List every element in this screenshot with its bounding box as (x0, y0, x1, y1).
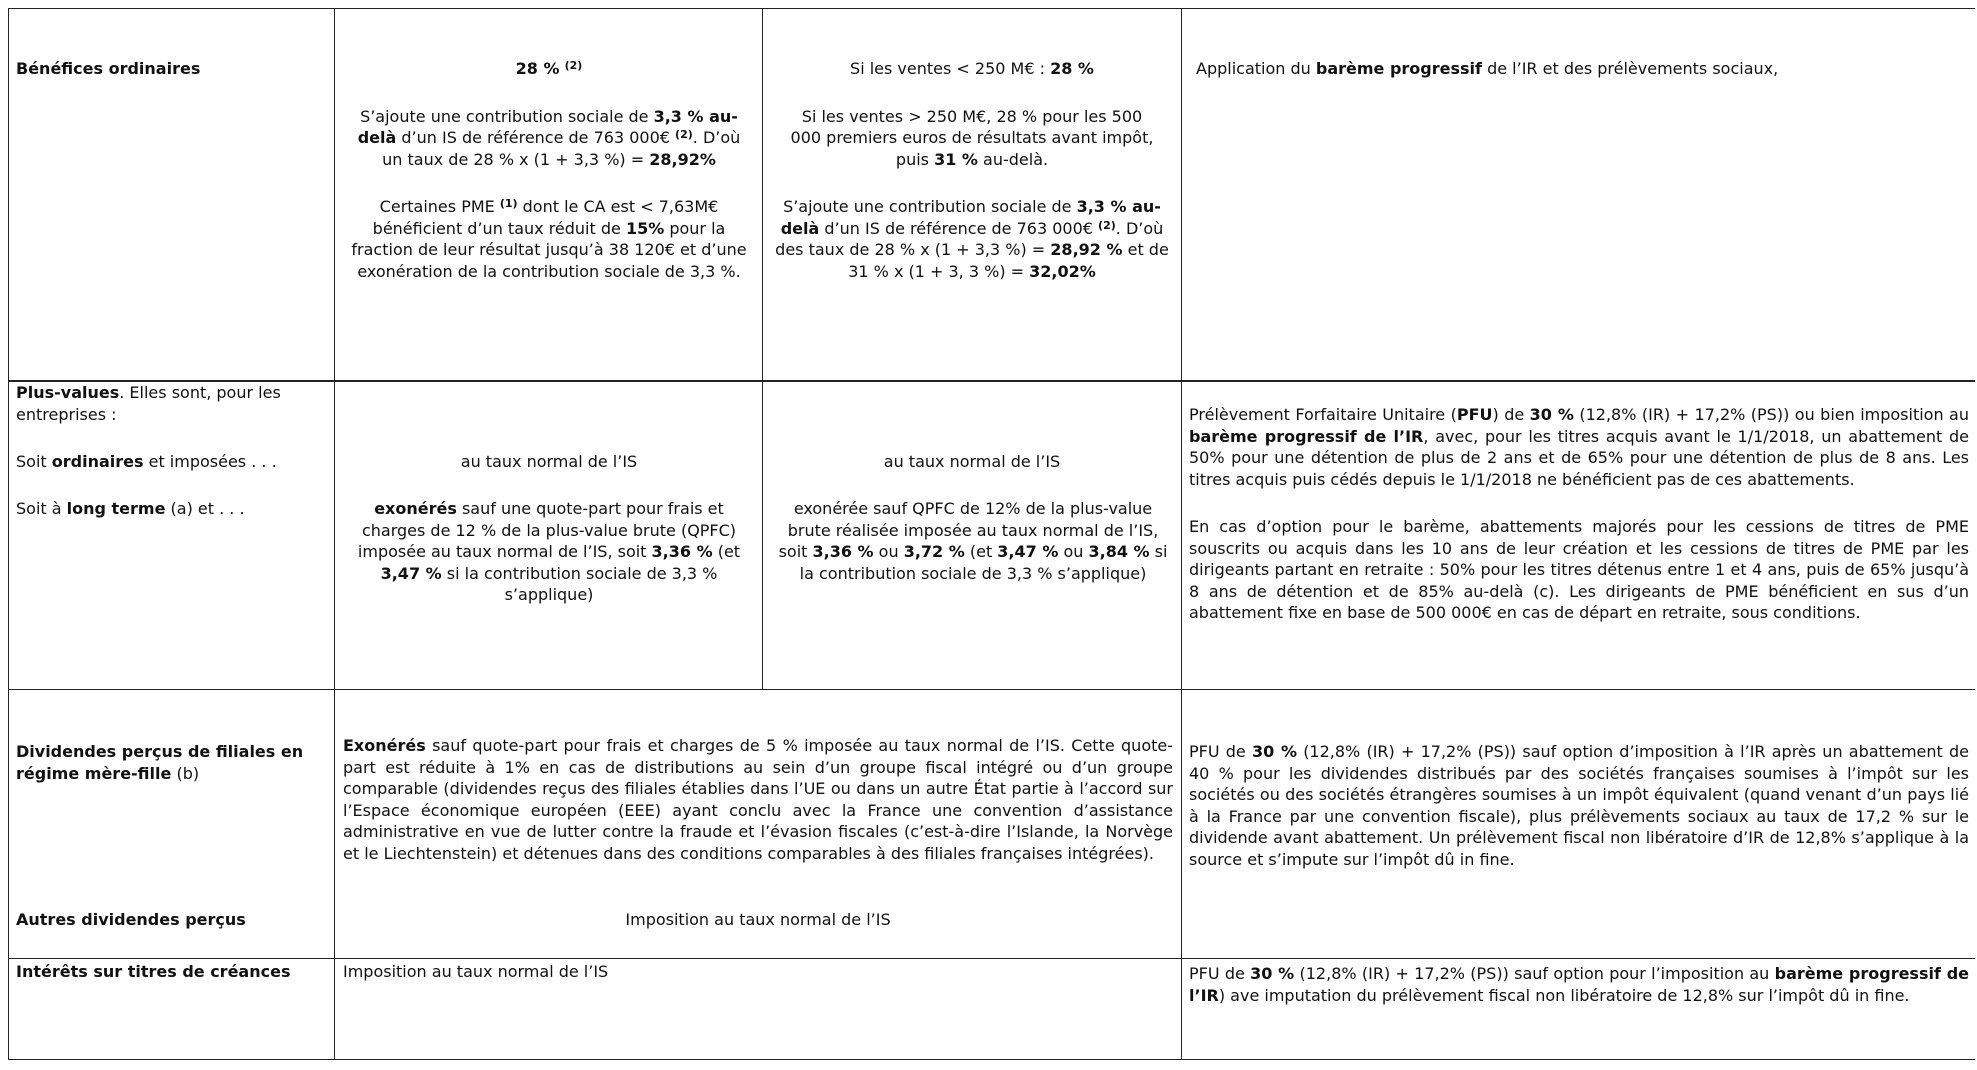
row-label-plusvalues (16, 382, 312, 425)
label-long-terme: Soit à long terme (a) et . . . (16, 499, 245, 518)
cell-autres-dividendes-col2: Imposition au taux normal de l’IS (625, 910, 891, 929)
table-border-left (8, 8, 9, 1060)
cell-dividendes-col2: Exonérés sauf quote-part pour frais et charges de 5 % imposée au taux normal de l’IS. Cette quote-part est réduite à 1% en cas de distributions au sein d’un groupe fiscal intégré ou d’un groupe comparable (dividendes reçus des filiales établies dans l’UE ou dans un autre État partie à l’accord sur l’Espace économique européen (EEE) ayant conclu avec la France une convention d’assistance administrative en vue de lutter contre la fraude et l’évasion fiscales (c’est-à-dire l’Islande, la Norvège et le Liechtenstein) et détenues dans des conditions comparables à des filiales françaises intégrées). (343, 736, 1173, 863)
col-divider-2 (762, 8, 763, 689)
table-border-bottom (8, 1059, 1975, 1060)
pme-reduced-rate-text: Certaines PME $^{(1)}$ dont le CA est < 7,63M€ bénéficient d’un taux réduit de 15% pour la fraction de leur résultat jusqu’à 38 120€ et d’une exonération de la contribution sociale de 3,3 %. (351, 197, 747, 281)
cell-benefices-col2 (345, 58, 753, 282)
row-label-dividendes: Dividendes perçus de filiales en régime mère-fille (b) (16, 742, 304, 783)
cell-plusvalues-col2-ordinaires: au taux normal de l’IS (460, 452, 638, 471)
row-label-autres-dividendes: Autres dividendes perçus (16, 910, 246, 929)
contribution-sociale-text: S’ajoute une contribution sociale de 3,3 % au-delà d’un IS de référence de 763 000€ $^{(2)}$. D’où un taux de 28 % x (1 + 3,3 %) = 28,92% (357, 106, 741, 169)
col-divider-3 (1181, 8, 1182, 1060)
contribution-sociale-text-col3: S’ajoute une contribution sociale de 3,3 % au-delà d’un IS de référence de 763 000€ $^{(2)}$. D’où des taux de 28 % x (1 + 3,3 %) = 28,92 % et de 31 % x (1 + 3, 3 %) = 32,02% (775, 197, 1169, 281)
cell-benefices-col4: Application du barème progressif de l’IR et des prélèvements sociaux, (1196, 59, 1779, 78)
cell-benefices-col3 (771, 58, 1173, 282)
label-plus-values: Plus-values. Elles sont, pour les entreprises : (16, 383, 281, 424)
cell-plusvalues-col3-ordinaires: au taux normal de l’IS (883, 452, 1061, 471)
table-border-top (8, 8, 1975, 9)
row-divider-2 (8, 689, 1975, 690)
label-ordinaires: Soit ordinaires et imposées . . . (16, 452, 277, 471)
cell-plusvalues-col3-longterme: exonérée sauf QPFC de 12% de la plus-value brute réalisée imposée au taux normal de l’IS, soit 3,36 % ou 3,72 % (et 3,47 % ou 3,84 % si la contribution sociale de 3,3 % s’applique) (778, 499, 1168, 583)
rate-28: 28 % $^{(2)}$ (515, 59, 583, 78)
label-benefices-ordinaires: Bénéfices ordinaires (16, 59, 201, 78)
col-divider-1 (334, 8, 335, 1060)
abattements-majores-text: En cas d’option pour le barème, abattements majorés pour les cessions de titres de PME souscrits ou acquis dans les 10 ans de leur création et les cessions de titres de PME par les dirigeants partant en retraite : 50% pour les titres détenus entre 1 et 4 ans, puis de 65% jusqu’à 8 ans de détention et de 85% au-delà (c). Les dirigeants de PME bénéficient en sus d’un abattement fixe en base de 500 000€ en cas de départ en retraite, sous conditions. (1189, 517, 1969, 622)
sales-under-250-text: Si les ventes < 250 M€ : 28 % (850, 59, 1094, 78)
sales-over-250-text: Si les ventes > 250 M€, 28 % pour les 500 000 premiers euros de résultats avant impôt, puis 31 % au-delà. (790, 106, 1154, 169)
row-label-benefices (16, 58, 328, 80)
cell-plusvalues-col2-longterme: exonérés sauf une quote-part pour frais et charges de 12 % de la plus-value brute (QPFC) imposée au taux normal de l’IS, soit 3,36 % (et 3,47 % si la contribution sociale de 3,3 % s’applique) (357, 499, 741, 604)
row-label-interets: Intérêts sur titres de créances (16, 962, 291, 981)
row-divider-3 (8, 958, 1975, 959)
pfu-plusvalues-text: Prélèvement Forfaitaire Unitaire (PFU) de 30 % (12,8% (IR) + 17,2% (PS)) ou bien imposition au barème progressif de l’IR, avec, pour les titres acquis avant le 1/1/2018, un abattement de 50% pour une détention de plus de 2 ans et de 65% pour une détention de plus de 8 ans. Les titres acquis puis cédés depuis le 1/1/2018 ne bénéficient pas de ces abattements. (1189, 405, 1970, 489)
cell-plusvalues-col4 (1189, 404, 1969, 624)
cell-interets-col4: PFU de 30 % (12,8% (IR) + 17,2% (PS)) sauf option pour l’imposition au barème progressif de l’IR) ave imputation du prélèvement fiscal non libératoire de 12,8% sur l’impôt dû in fine. (1189, 964, 1969, 1005)
cell-dividendes-col4: PFU de 30 % (12,8% (IR) + 17,2% (PS)) sauf option d’imposition à l’IR après un abattement de 40 % pour les dividendes distribués par des sociétés françaises soumises à l’impôt sur les sociétés ou des sociétés étrangères soumises à un impôt équivalent (quand venant d’un pays lié à la France par une convention fiscale), plus prélèvements sociaux au taux de 17,2 % sur le dividende avant abattement. Un prélèvement fiscal non libératoire d’IR de 12,8% s’applique à la source et s’impute sur l’impôt dû in fine. (1189, 742, 1970, 869)
cell-interets-col2: Imposition au taux normal de l’IS (343, 962, 609, 981)
